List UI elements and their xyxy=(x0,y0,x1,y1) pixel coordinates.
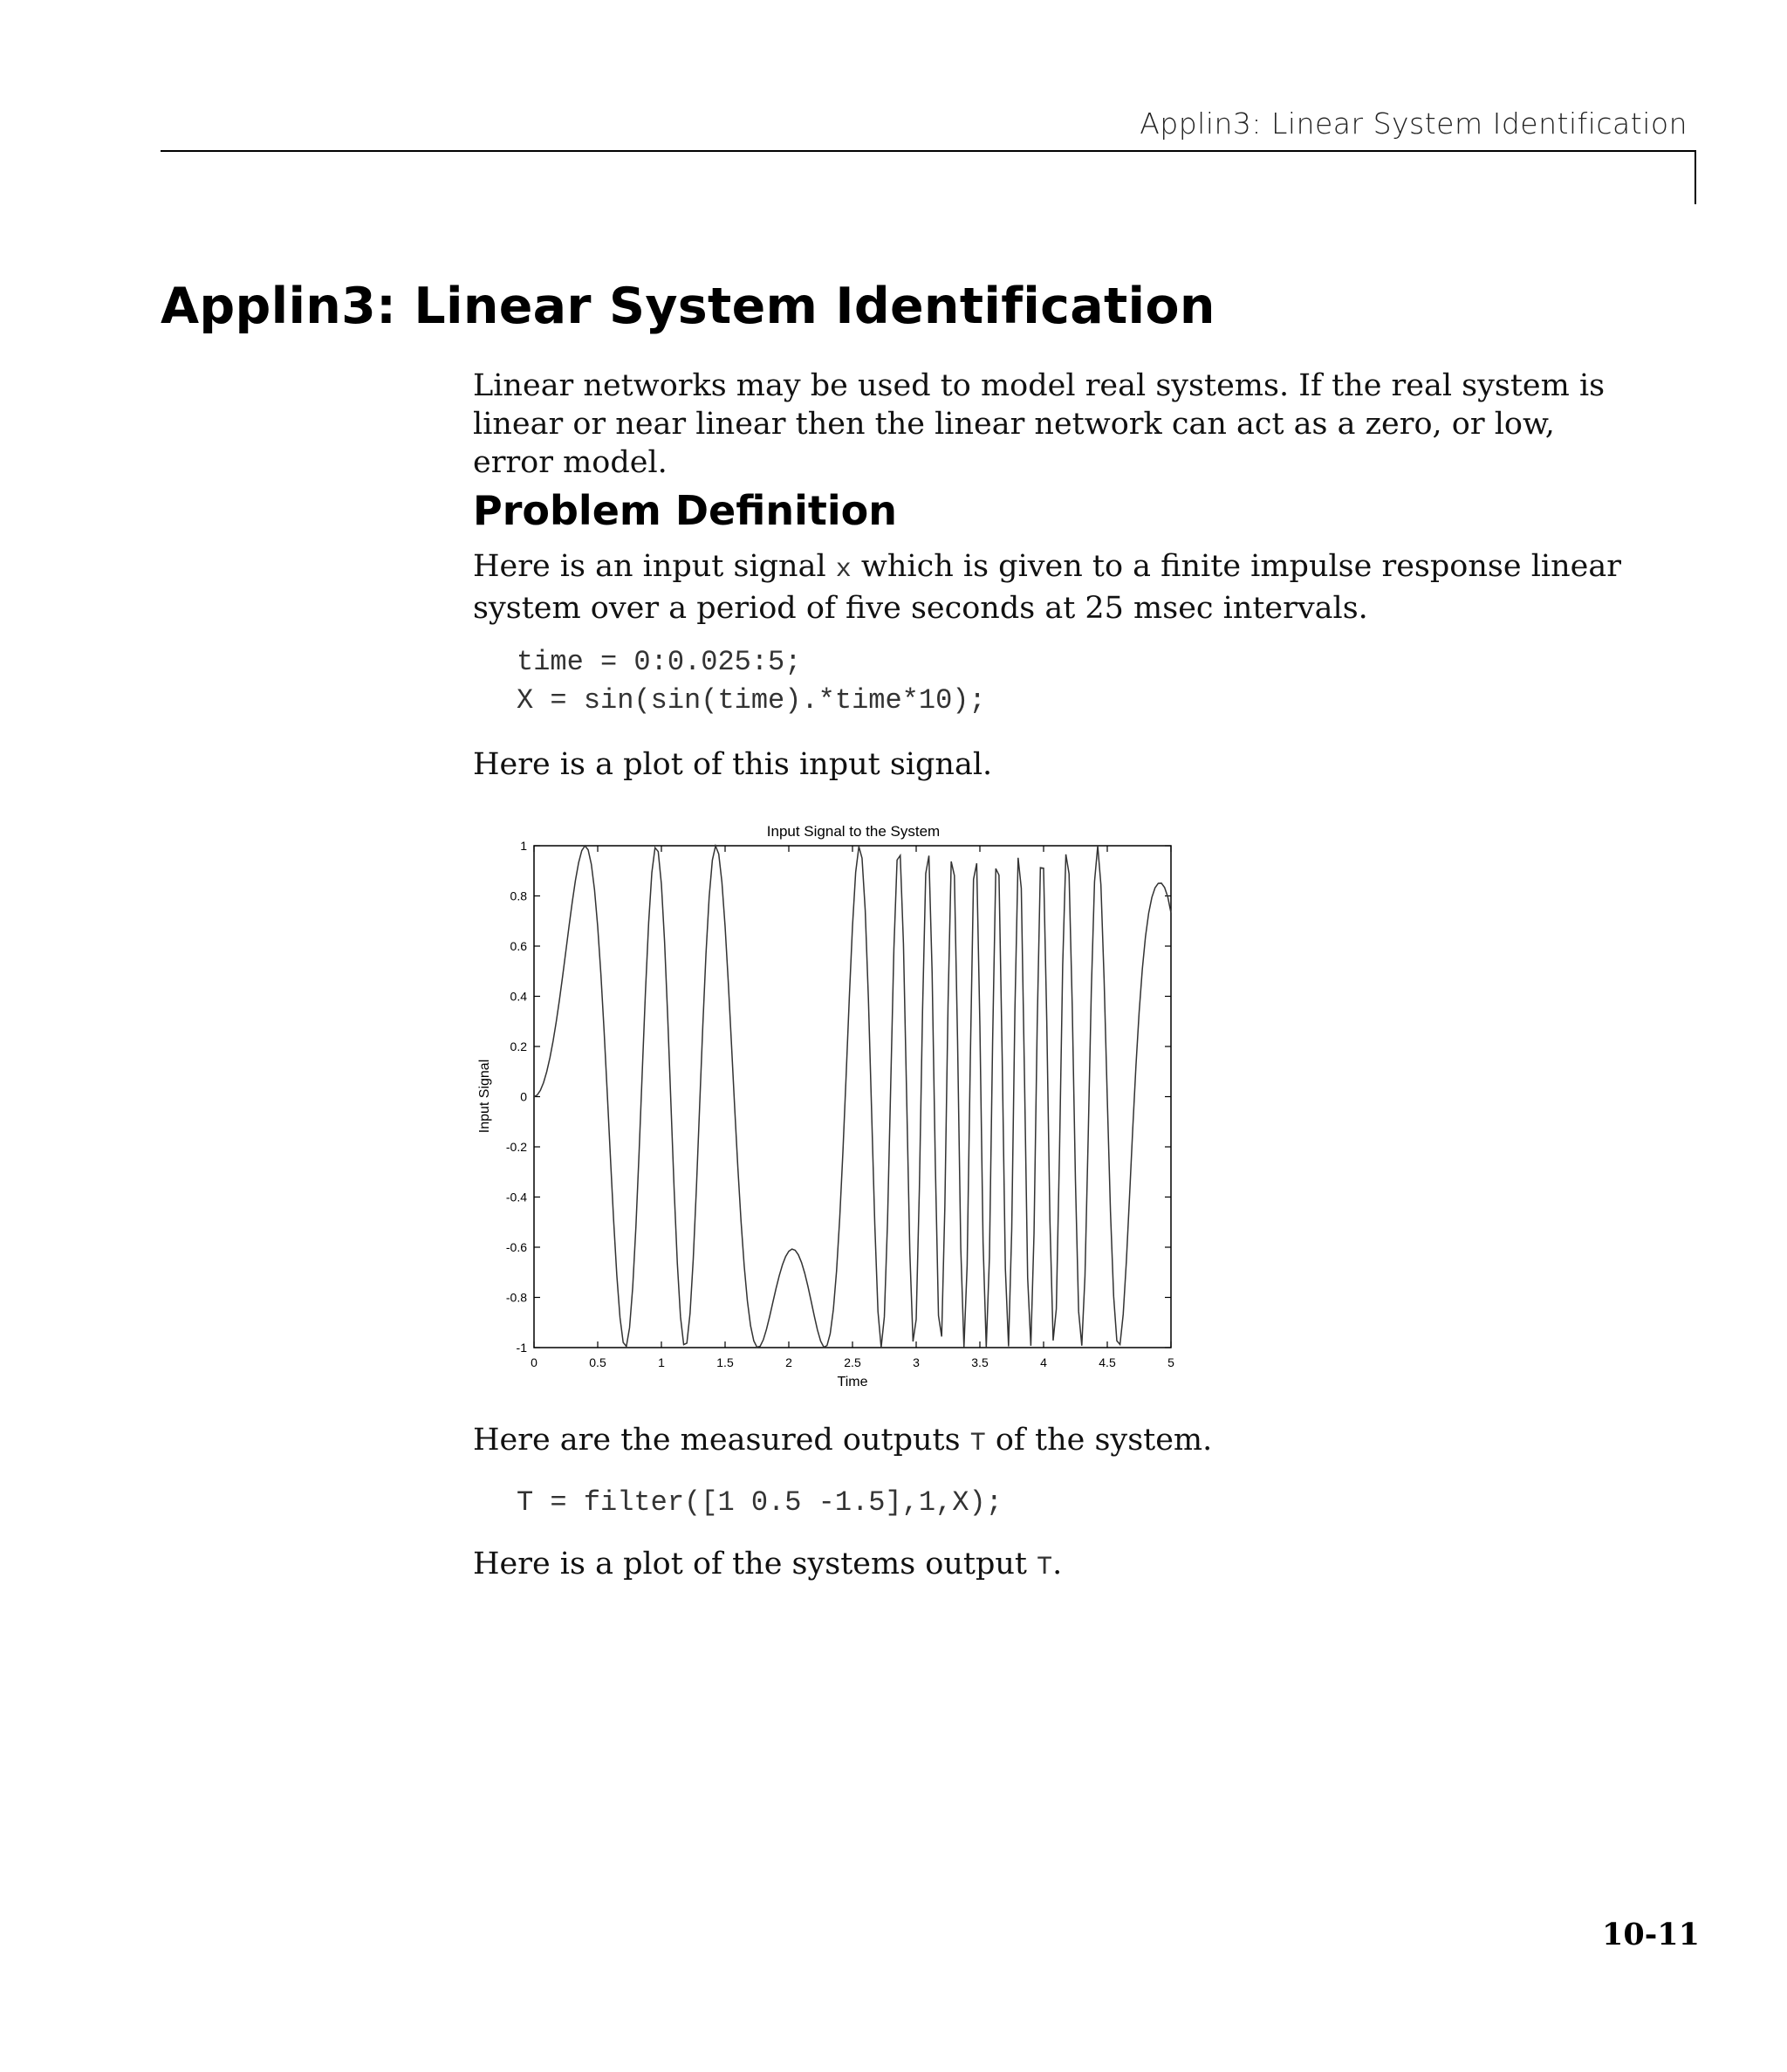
code-line: T = filter([1 0.5 -1.5],1,X); xyxy=(517,1486,1003,1519)
input-signal-chart xyxy=(471,815,1187,1391)
x-tick-label: 3 xyxy=(913,1355,920,1369)
page-number: 10-11 xyxy=(1602,1917,1700,1952)
output-plot-paragraph-text-b: . xyxy=(1052,1547,1063,1581)
series-line xyxy=(534,846,1171,1348)
x-tick-label: 0 xyxy=(531,1355,537,1369)
x-tick-label: 4 xyxy=(1040,1355,1047,1369)
outputs-paragraph xyxy=(473,1421,1633,1463)
y-tick-label: 0.8 xyxy=(510,888,527,903)
y-tick-label: -0.2 xyxy=(505,1140,527,1154)
code-line: X = sin(sin(time).*time*10); xyxy=(517,684,986,717)
code-line: time = 0:0.025:5; xyxy=(517,646,802,678)
x-tick-label: 5 xyxy=(1167,1355,1174,1369)
code-block-1 xyxy=(517,643,986,720)
x-tick-label: 0.5 xyxy=(589,1355,606,1369)
running-header: Applin3: Linear System Identification xyxy=(1140,106,1688,141)
y-tick-label: -0.6 xyxy=(505,1240,527,1254)
header-rule xyxy=(161,150,1696,152)
plot-intro-paragraph: Here is a plot of this input signal. xyxy=(473,747,993,782)
problem-paragraph-1 xyxy=(473,547,1633,628)
inline-code-T-2: T xyxy=(1037,1553,1053,1582)
x-tick-label: 2 xyxy=(785,1355,792,1369)
y-tick-label: -0.4 xyxy=(505,1190,527,1204)
outputs-paragraph-text-b: of the system. xyxy=(985,1423,1213,1458)
y-tick-label: -0.8 xyxy=(505,1290,527,1305)
inline-code-x: x xyxy=(835,555,852,585)
x-tick-label: 3.5 xyxy=(971,1355,989,1369)
y-tick-label: 0.2 xyxy=(510,1039,527,1053)
y-tick-label: 0.6 xyxy=(510,939,527,953)
y-axis-label: Input Signal xyxy=(477,1059,492,1134)
output-plot-paragraph xyxy=(473,1545,1633,1587)
inline-code-T: T xyxy=(969,1429,986,1458)
x-tick-label: 2.5 xyxy=(844,1355,861,1369)
x-tick-label: 1.5 xyxy=(716,1355,734,1369)
outputs-paragraph-text-a: Here are the measured outputs xyxy=(473,1423,970,1458)
section-heading-problem-definition: Problem Definition xyxy=(473,487,897,534)
problem-paragraph-1-text-a: Here is an input signal xyxy=(473,549,836,584)
output-plot-paragraph-text-a: Here is a plot of the systems output xyxy=(473,1547,1037,1581)
header-rule-tick xyxy=(1695,150,1696,204)
x-tick-label: 4.5 xyxy=(1099,1355,1116,1369)
intro-paragraph: Linear networks may be used to model real systems. If the real system is linear or near linear then the linear network can act as a zero, or low, error model. xyxy=(473,368,1606,480)
y-tick-label: 0.4 xyxy=(510,989,527,1004)
chart-title: Input Signal to the System xyxy=(766,823,941,840)
x-tick-label: 1 xyxy=(658,1355,665,1369)
y-tick-label: 1 xyxy=(520,839,527,853)
page-title: Applin3: Linear System Identification xyxy=(161,278,1215,335)
y-tick-label: -1 xyxy=(516,1341,527,1355)
problem-paragraph-1-text-b: which is given to a finite impulse response linear system over a period of five seconds at 25 msec intervals. xyxy=(473,549,1621,626)
x-axis-label: Time xyxy=(837,1375,868,1389)
code-block-2 xyxy=(517,1484,1003,1522)
chart-svg xyxy=(471,815,1187,1391)
y-tick-label: 0 xyxy=(520,1089,527,1104)
